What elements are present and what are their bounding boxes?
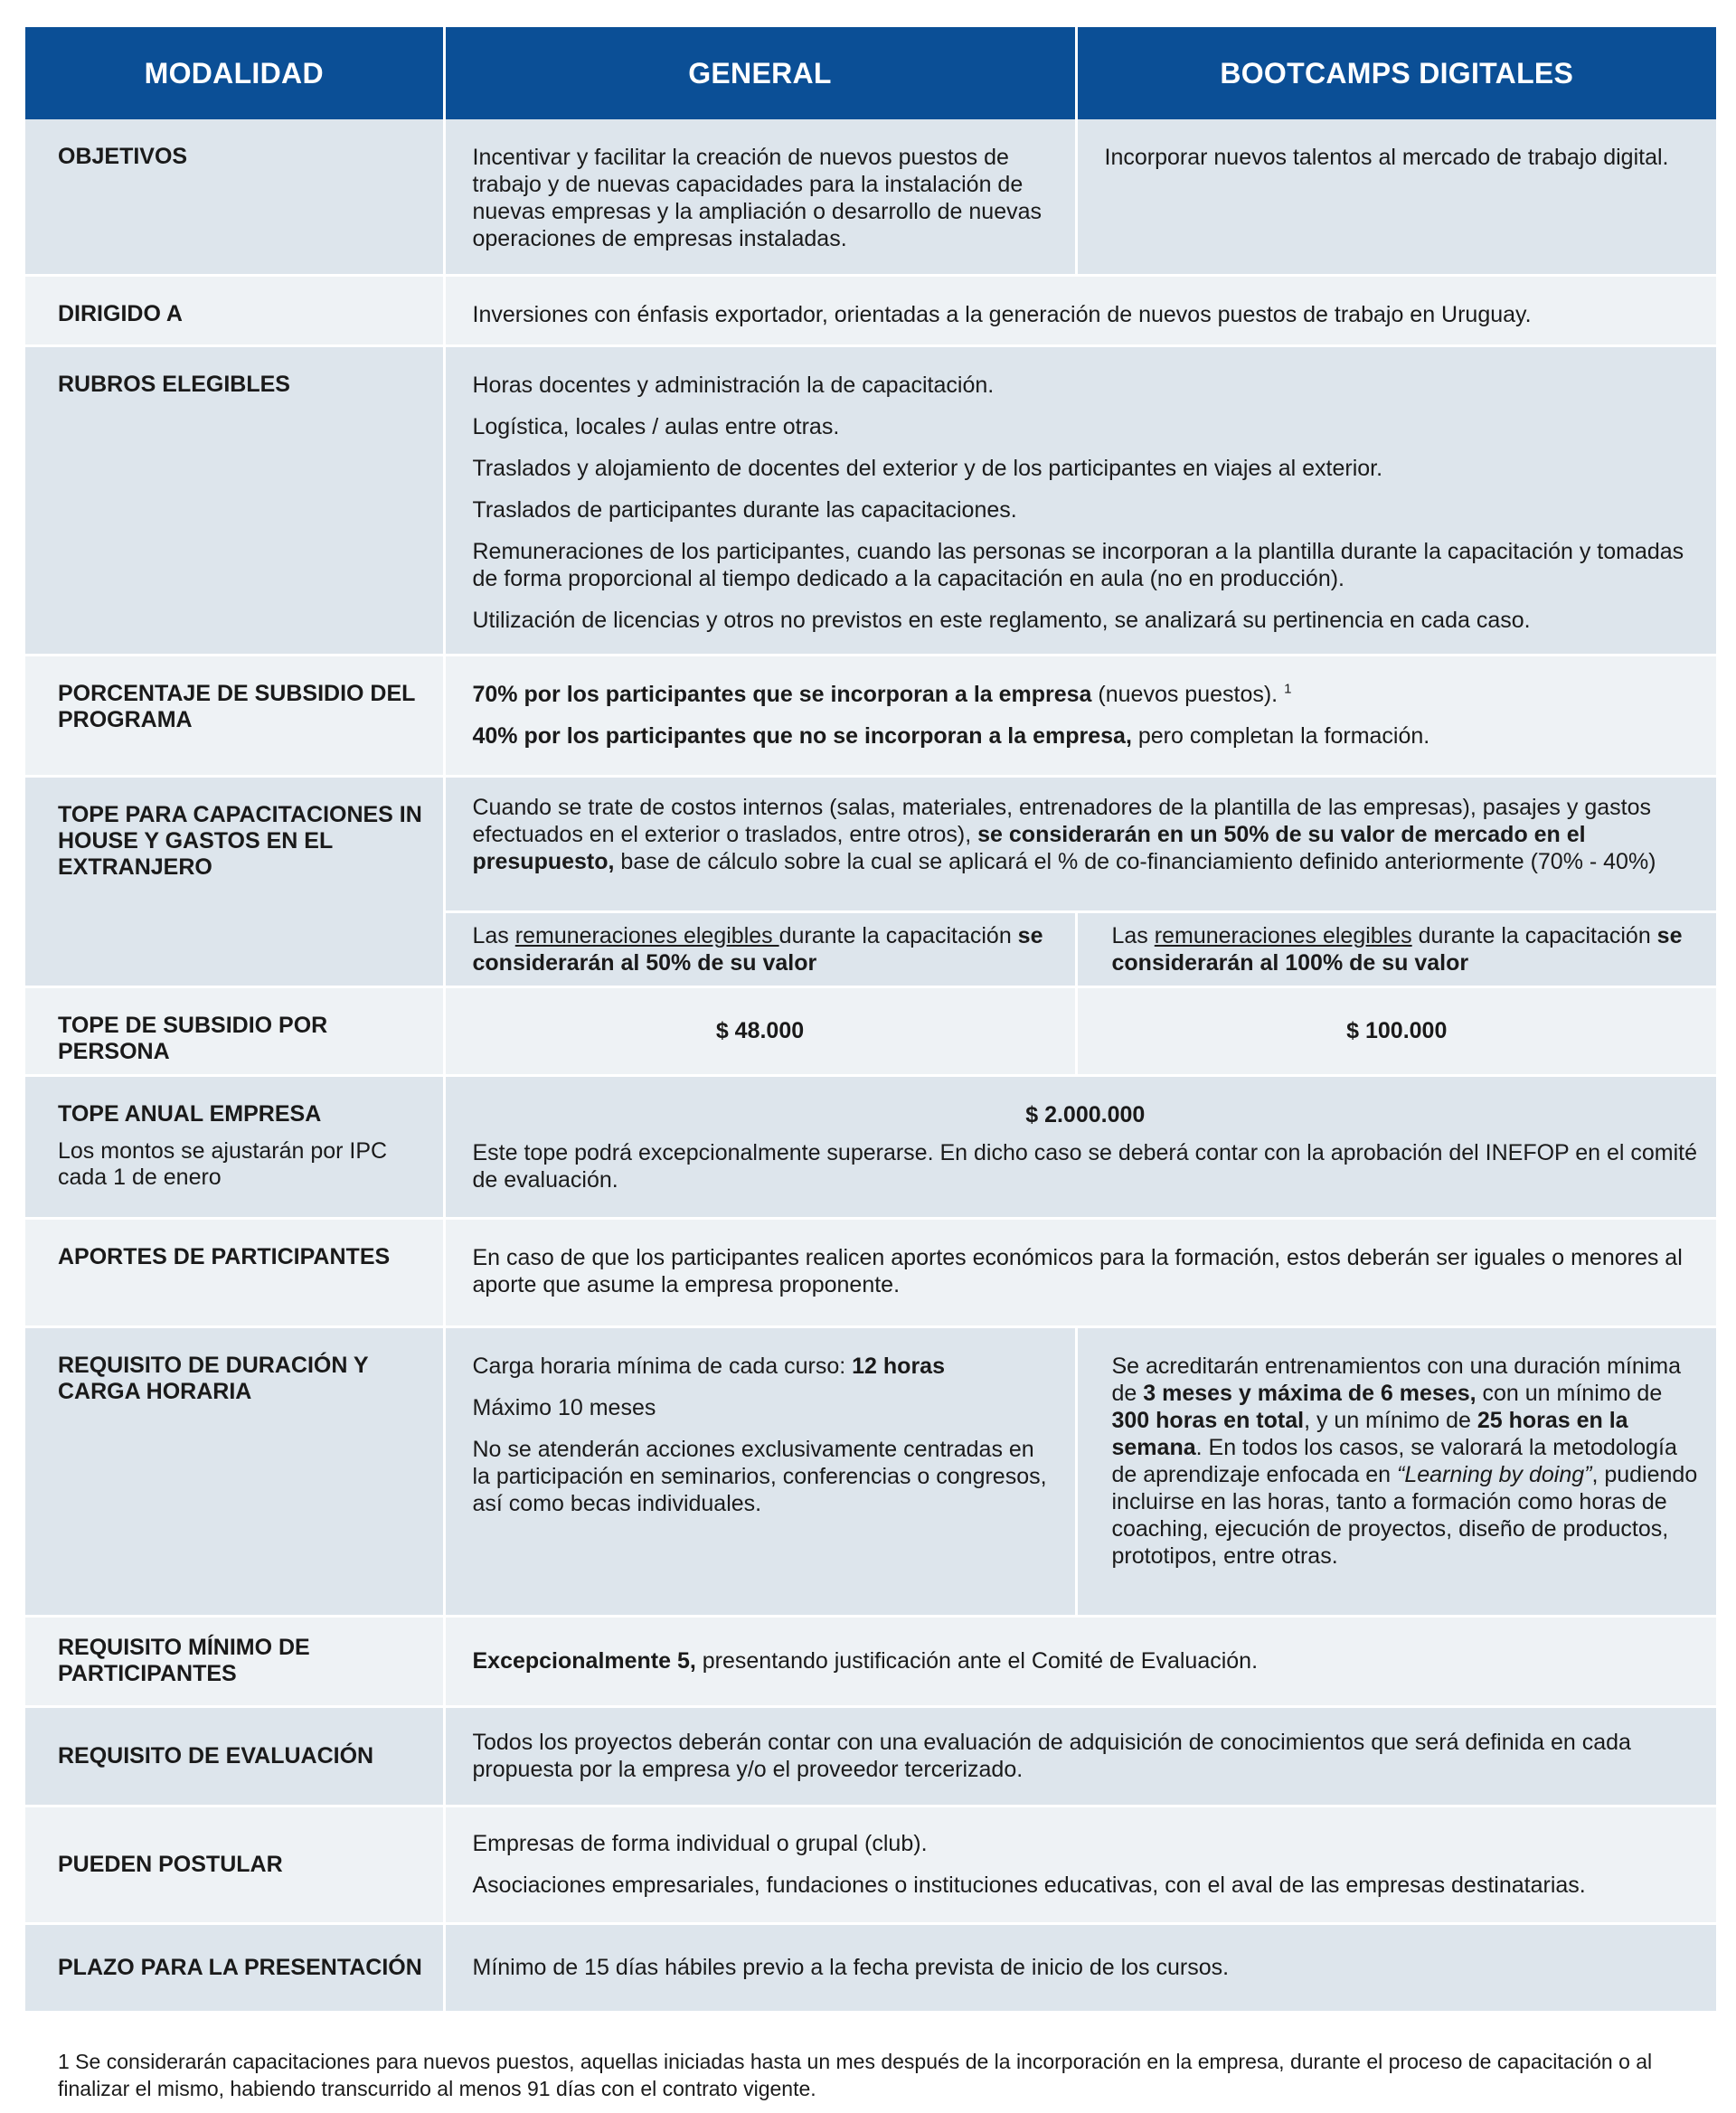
row-porcentaje: [25, 655, 1716, 776]
tope-anual-text: Este tope podrá excepcionalmente superarse. En dicho caso se deberá contar con la aprobación del INEFOP en el comité de evaluación.: [472, 1139, 1698, 1193]
list-item: Logística, locales / aulas entre otras.: [472, 413, 840, 439]
duracion-maximo: Máximo 10 meses: [472, 1394, 656, 1420]
tope-anual-content: [444, 1075, 1716, 1218]
porcentaje-40-rest: pero completan la formación.: [1131, 722, 1430, 749]
row-minimo: [25, 1616, 1716, 1706]
porcentaje-content: [444, 655, 1716, 776]
tope-anual-amount: $ 2.000.000: [1025, 1101, 1146, 1127]
objetivos-general: Incentivar y facilitar la creación de nuevos puestos de trabajo y de nuevas capacidades para la instalación de nuevas empresas y la ampliación o desarrollo de nuevas operaciones de empresas instaladas.: [444, 119, 1076, 275]
duracion-carga-value: 12 horas: [852, 1353, 945, 1379]
row-label: PLAZO PARA LA PRESENTACIÓN: [25, 1923, 444, 2012]
dirigido-text: Inversiones con énfasis exportador, orientadas a la generación de nuevos puestos de trabajo en Uruguay.: [444, 275, 1716, 345]
footnote-ref: 1: [1284, 681, 1292, 697]
row-tope-persona: [25, 986, 1716, 1075]
tope-persona-general: $ 48.000: [444, 986, 1076, 1075]
tope-cap-boot-underline: remuneraciones elegibles: [1154, 922, 1412, 948]
dur-b3: con un mínimo de: [1476, 1380, 1663, 1406]
row-label: [25, 1075, 444, 1218]
dur-b8: “Learning by doing”: [1397, 1461, 1592, 1487]
row-tope-capacitaciones: [25, 776, 1716, 911]
dur-b5: , y un mínimo de: [1304, 1407, 1477, 1433]
porcentaje-40: 40% por los participantes que no se incorporan a la empresa,: [472, 722, 1132, 749]
minimo-bold: Excepcionalmente 5,: [472, 1648, 696, 1674]
row-label: REQUISITO DE DURACIÓN Y CARGA HORARIA: [25, 1326, 444, 1616]
plazo-text: Mínimo de 15 días hábiles previo a la fecha prevista de inicio de los cursos.: [444, 1923, 1716, 2012]
aportes-text: En caso de que los participantes realicen aportes económicos para la formación, estos deberán ser iguales o menores al aporte que asume la empresa proponente.: [444, 1218, 1716, 1326]
tope-cap-general: [444, 911, 1076, 986]
postular-list: [444, 1806, 1716, 1923]
dur-b4: 300 horas en total: [1111, 1407, 1305, 1433]
list-item: Asociaciones empresariales, fundaciones o instituciones educativas, con el aval de las empresas destinatarias.: [472, 1872, 1586, 1898]
tope-cap-general-underline: remuneraciones elegibles: [514, 922, 779, 948]
row-label: DIRIGIDO A: [25, 275, 444, 345]
row-label: REQUISITO DE EVALUACIÓN: [25, 1706, 444, 1806]
row-label: APORTES DE PARTICIPANTES: [25, 1218, 444, 1326]
row-tope-anual: [25, 1075, 1716, 1218]
row-plazo: [25, 1923, 1716, 2012]
tope-cap-boot-b: durante la capacitación: [1411, 922, 1657, 948]
row-label: PUEDEN POSTULAR: [25, 1806, 444, 1923]
list-item: Traslados y alojamiento de docentes del exterior y de los participantes en viajes al exterior.: [472, 455, 1383, 481]
program-comparison-table-wrapper: [25, 27, 1716, 2014]
row-label: REQUISITO MÍNIMO DE PARTICIPANTES: [25, 1616, 444, 1706]
duracion-exclusion: No se atenderán acciones exclusivamente centradas en la participación en seminarios, conferencias o congresos, así como becas individuales.: [472, 1436, 1047, 1516]
row-duracion: [25, 1326, 1716, 1616]
header-bootcamps: BOOTCAMPS DIGITALES: [1076, 27, 1716, 119]
tope-cap-boot-bold: se considerarán al 100% de su valor: [1111, 922, 1683, 976]
evaluacion-text: Todos los proyectos deberán contar con una evaluación de adquisición de conocimientos que será definida en cada propuesta por la empresa y/o el proveedor tercerizado.: [444, 1706, 1716, 1806]
minimo-rest: presentando justificación ante el Comité de Evaluación.: [695, 1648, 1259, 1674]
row-label: PORCENTAJE DE SUBSIDIO DEL PROGRAMA: [25, 655, 444, 776]
dur-b9: , pudiendo incluirse en las horas, tanto a formación como horas de coaching, ejecución de proyectos, diseño de productos, prototipos, entre otras.: [1111, 1461, 1698, 1569]
tope-anual-sublabel: Los montos se ajustarán por IPC cada 1 de enero: [58, 1137, 388, 1190]
tope-cap-general-bold: se considerarán al 50% de su valor: [472, 922, 1043, 976]
table-header-row: [25, 27, 1716, 119]
footnote: 1 Se considerarán capacitaciones para nuevos puestos, aquellas iniciadas hasta un mes después de la incorporación en la empresa, durante el proceso de capacitación o al finalizar el mismo, habiendo transcurrido al menos 91 días con el contrato vigente.: [58, 2050, 1653, 2100]
row-dirigido: [25, 275, 1716, 345]
row-label: OBJETIVOS: [25, 119, 444, 275]
tope-cap-boot-a: Las: [1111, 922, 1155, 948]
dur-b6: 25 horas en la semana: [1111, 1407, 1628, 1460]
header-modalidad: MODALIDAD: [25, 27, 444, 119]
list-item: Remuneraciones de los participantes, cuando las personas se incorporan a la plantilla durante la capacitación y tomadas de forma proporcional al tiempo dedicado a la capacitación en aula (no en producción).: [472, 538, 1684, 591]
dur-b2: 3 meses y máxima de 6 meses,: [1143, 1380, 1477, 1406]
tope-cap-general-b: durante la capacitación: [778, 922, 1018, 948]
porcentaje-70-rest: (nuevos puestos).: [1091, 681, 1285, 707]
tope-cap-text: [444, 776, 1716, 911]
dur-b7: . En todos los casos, se valorará la metodología de aprendizaje enfocada en: [1111, 1434, 1677, 1487]
header-general: GENERAL: [444, 27, 1076, 119]
row-rubros: [25, 345, 1716, 655]
tope-persona-bootcamps: $ 100.000: [1076, 986, 1716, 1075]
row-objetivos: [25, 119, 1716, 275]
rubros-list: [444, 345, 1716, 655]
program-comparison-table: [25, 27, 1716, 2014]
row-label: TOPE DE SUBSIDIO POR PERSONA: [25, 986, 444, 1075]
objetivos-bootcamps: Incorporar nuevos talentos al mercado de trabajo digital.: [1076, 119, 1716, 275]
tope-cap-text-c: base de cálculo sobre la cual se aplicará el % de co-financiamiento definido anteriormente (70% - 40%): [614, 848, 1656, 874]
row-aportes: [25, 1218, 1716, 1326]
list-item: Traslados de participantes durante las capacitaciones.: [472, 496, 1017, 523]
porcentaje-70: 70% por los participantes que se incorporan a la empresa: [472, 681, 1092, 707]
dur-b1: Se acreditarán entrenamientos con una duración mínima de: [1111, 1353, 1682, 1406]
tope-cap-text-a: Cuando se trate de costos internos (salas, materiales, entrenadores de la plantilla de las empresas), pasajes y gastos efectuados en el exterior o traslados, entre otros),: [472, 794, 1651, 847]
row-evaluacion: [25, 1706, 1716, 1806]
tope-anual-label: TOPE ANUAL EMPRESA: [58, 1100, 322, 1127]
list-item: Empresas de forma individual o grupal (club).: [472, 1831, 928, 1856]
list-item: Utilización de licencias y otros no previstos en este reglamento, se analizará su pertinencia en cada caso.: [472, 607, 1531, 633]
row-label: RUBROS ELEGIBLES: [25, 345, 444, 655]
row-label: TOPE PARA CAPACITACIONES IN HOUSE Y GASTOS EN EL EXTRANJERO: [25, 776, 444, 986]
minimo-content: [444, 1616, 1716, 1706]
tope-cap-bootcamps: [1076, 911, 1716, 986]
duracion-general: [444, 1326, 1076, 1616]
row-postular: [25, 1806, 1716, 1923]
list-item: Horas docentes y administración la de capacitación.: [472, 372, 995, 398]
tope-cap-general-a: Las: [472, 922, 515, 948]
duracion-bootcamps: [1076, 1326, 1716, 1616]
duracion-carga-label: Carga horaria mínima de cada curso:: [472, 1353, 853, 1379]
tope-cap-text-bold: se considerarán en un 50% de su valor de mercado en el presupuesto,: [472, 821, 1586, 874]
